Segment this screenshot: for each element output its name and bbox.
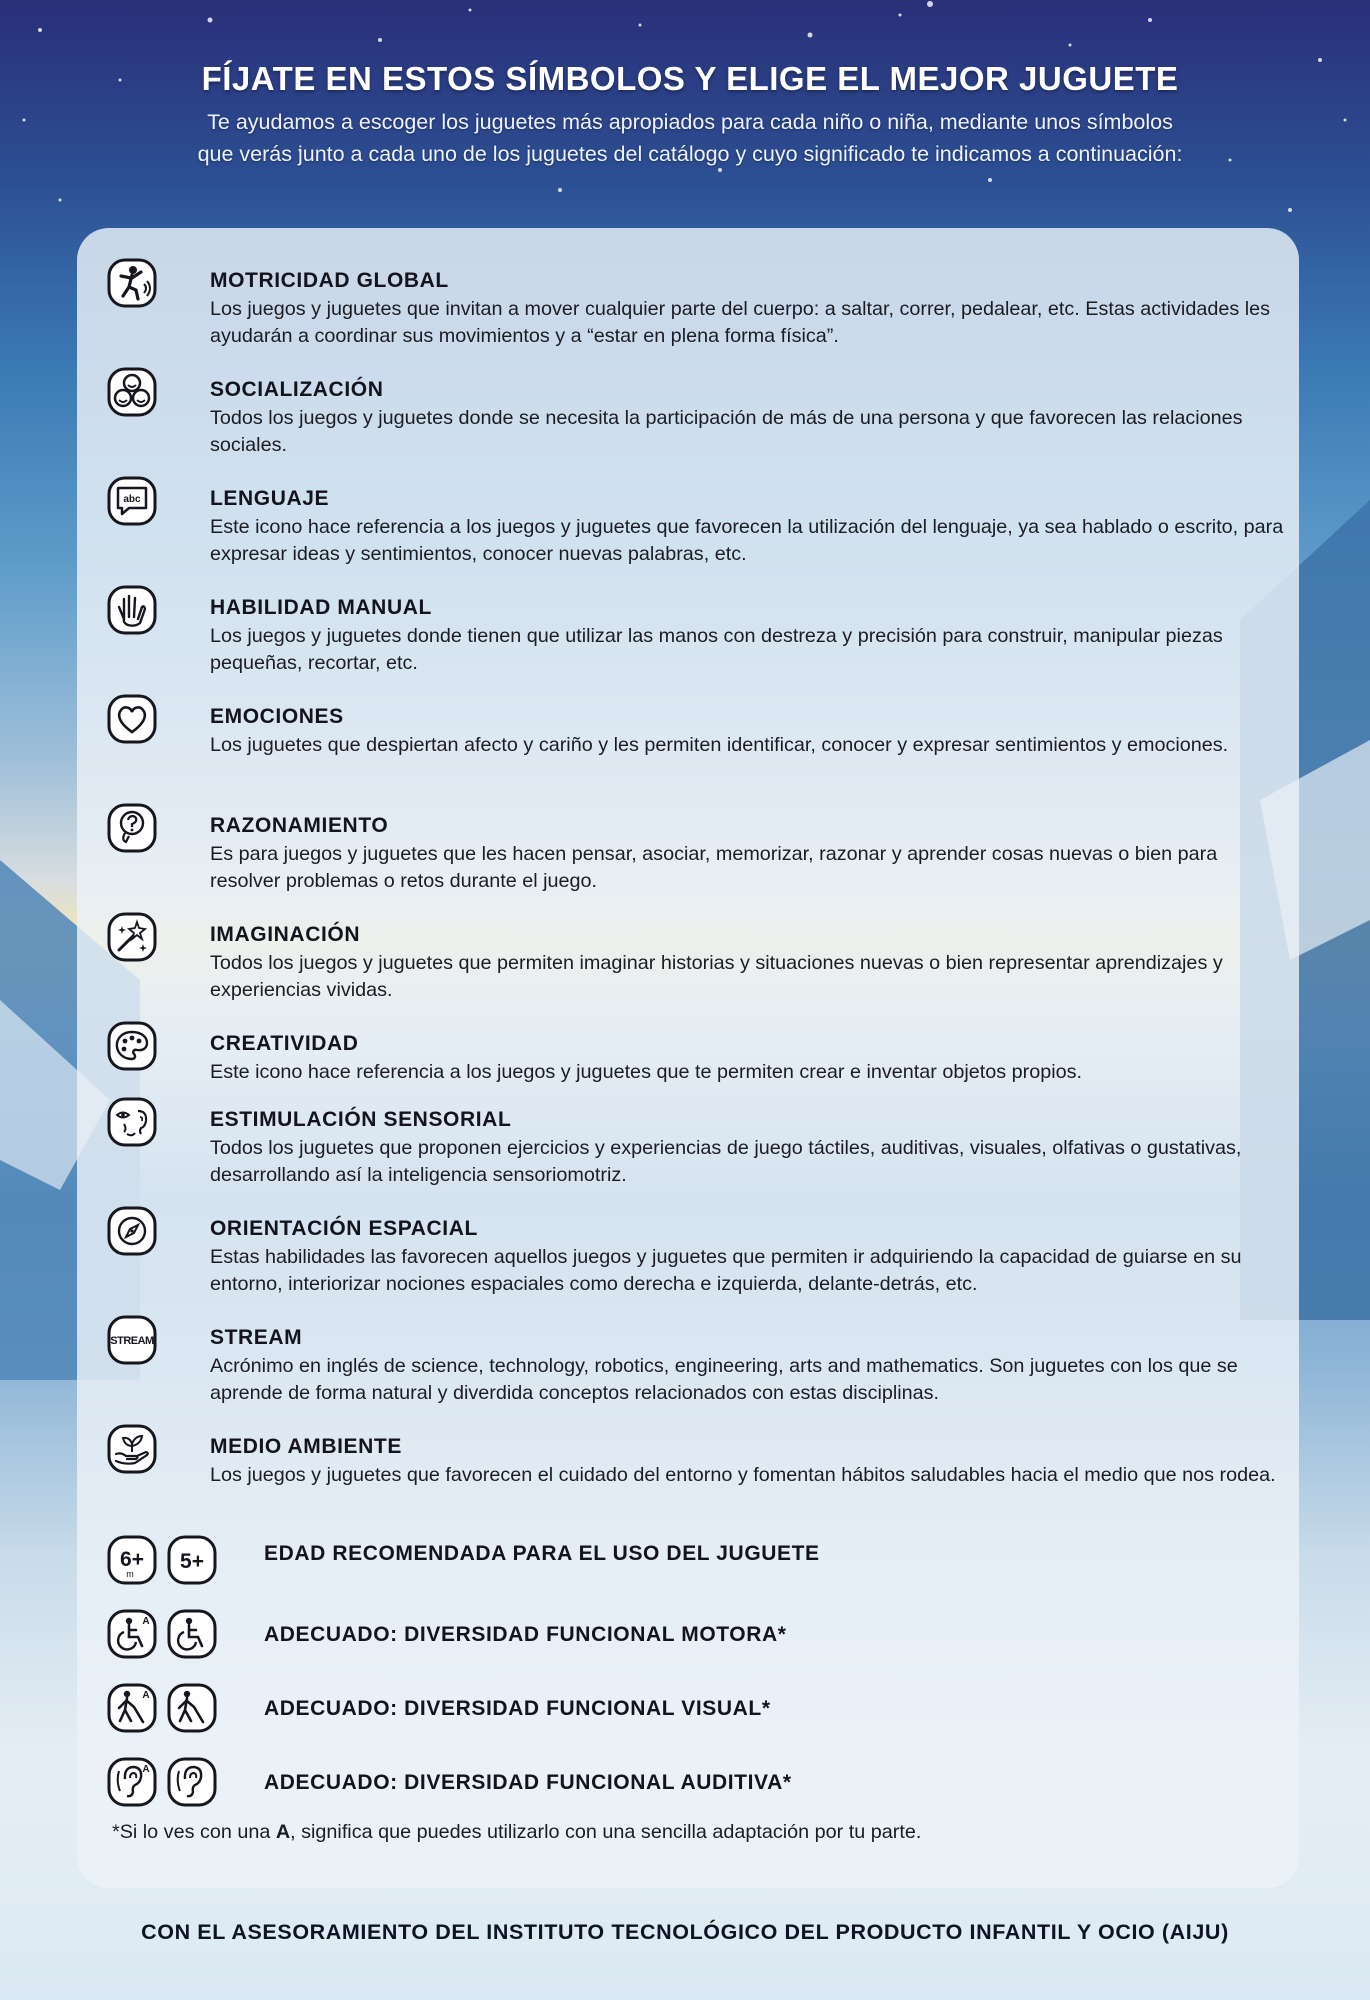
svg-text:6+: 6+ bbox=[120, 1548, 144, 1571]
symbol-description: Los juegos y juguetes que favorecen el cuidado del entorno y fomentan hábitos saludables hacia el medio que nos rodea. bbox=[210, 1464, 1276, 1486]
symbol-title: STREAM bbox=[210, 1326, 303, 1349]
svg-text:STREAM: STREAM bbox=[110, 1335, 154, 1347]
footnote-bold-letter: A bbox=[275, 1821, 291, 1843]
speech-bubble-abc-icon bbox=[107, 476, 157, 526]
age-row bbox=[107, 1535, 1287, 1587]
svg-text:5+: 5+ bbox=[180, 1550, 204, 1573]
age-label: EDAD RECOMENDADA PARA EL USO DEL JUGUETE bbox=[264, 1542, 820, 1565]
intro-line-2: que verás junto a cada uno de los juguetes del catálogo y cuyo significado te indicamos a continuación: bbox=[197, 142, 1183, 166]
blind-person-cane-adapted-icon bbox=[107, 1683, 157, 1733]
hand-icon bbox=[107, 585, 157, 635]
symbol-description: Los juegos y juguetes donde tienen que utilizar las manos con destreza y precisión para construir, manipular piezas pequeñas, recortar, etc. bbox=[210, 625, 1223, 674]
symbol-description: Todos los juguetes que proponen ejercicios y experiencias de juego táctiles, auditivas, visuales, olfativas o gustativas, desarrollando así la inteligencia sensoriomotriz. bbox=[210, 1137, 1242, 1186]
symbol-title: MOTRICIDAD GLOBAL bbox=[210, 269, 449, 292]
wheelchair-adapted-icon bbox=[107, 1609, 157, 1659]
symbol-description: Todos los juegos y juguetes donde se necesita la participación de más de una persona y que favorecen las relaciones sociales. bbox=[210, 407, 1243, 456]
plant-hand-icon bbox=[107, 1424, 157, 1474]
symbol-description: Los juegos y juguetes que invitan a mover cualquier parte del cuerpo: a saltar, correr, pedalear, etc. Estas actividades les ayudarán a coordinar sus movimientos y a “estar en plena forma física”. bbox=[210, 298, 1271, 347]
three-faces-icon bbox=[107, 367, 157, 417]
symbol-description: Estas habilidades las favorecen aquellos juegos y juguetes que permiten ir adquiriendo la capacidad de guiarse en su entorno, interiorizar nociones espaciales como derecha e izquierda, delante-detrás, etc. bbox=[210, 1246, 1242, 1295]
intro-line-1: Te ayudamos a escoger los juguetes más apropiados para cada niño o niña, mediante unos símbolos bbox=[207, 110, 1173, 134]
symbol-title: EMOCIONES bbox=[210, 705, 344, 728]
page-footer: CON EL ASESORAMIENTO DEL INSTITUTO TECNOLÓGICO DEL PRODUCTO INFANTIL Y OCIO (AIJU) bbox=[141, 1920, 1229, 1944]
adaptation-footnote bbox=[112, 1821, 921, 1844]
symbol-description: Este icono hace referencia a los juegos y juguetes que te permiten crear e inventar objetos propios. bbox=[210, 1061, 1082, 1083]
symbol-title: ORIENTACIÓN ESPACIAL bbox=[210, 1217, 478, 1240]
symbols-panel bbox=[77, 228, 1299, 1888]
diversity-label: ADECUADO: DIVERSIDAD FUNCIONAL AUDITIVA* bbox=[264, 1771, 792, 1794]
symbol-description: Este icono hace referencia a los juegos y juguetes que favorecen la utilización del lenguaje, ya sea hablado o escrito, para expresar ideas y sentimientos, conocer nuevas palabras, etc. bbox=[210, 516, 1284, 565]
running-child-icon bbox=[107, 258, 157, 308]
footnote-text-end: , significa que puedes utilizarlo con una sencilla adaptación por tu parte. bbox=[290, 1821, 922, 1843]
stream-icon bbox=[107, 1315, 157, 1365]
diversity-label: ADECUADO: DIVERSIDAD FUNCIONAL MOTORA* bbox=[264, 1623, 787, 1646]
svg-text:A: A bbox=[142, 1764, 150, 1775]
page-intro bbox=[125, 106, 1255, 170]
symbol-title: ESTIMULACIÓN SENSORIAL bbox=[210, 1108, 512, 1131]
footnote-text-start: *Si lo ves con una bbox=[112, 1821, 276, 1843]
magic-wand-stars-icon bbox=[107, 912, 157, 962]
symbol-title: IMAGINACIÓN bbox=[210, 923, 361, 946]
symbol-title: MEDIO AMBIENTE bbox=[210, 1435, 402, 1458]
symbol-title: CREATIVIDAD bbox=[210, 1032, 359, 1055]
symbol-title: RAZONAMIENTO bbox=[210, 814, 389, 837]
age-6-months-badge bbox=[107, 1535, 157, 1585]
symbol-description: Es para juegos y juguetes que les hacen pensar, asociar, memorizar, razonar y aprender cosas nuevas o bien para resolver problemas o retos durante el juego. bbox=[210, 843, 1218, 892]
svg-text:m: m bbox=[126, 1569, 134, 1579]
symbol-title: LENGUAJE bbox=[210, 487, 330, 510]
compass-icon bbox=[107, 1206, 157, 1256]
symbol-description: Todos los juegos y juguetes que permiten imaginar historias y situaciones nuevas o bien representar aprendizajes y experiencias vividas. bbox=[210, 952, 1223, 1001]
diversity-row-visual bbox=[107, 1683, 1287, 1735]
page-header bbox=[125, 60, 1255, 170]
senses-face-icon bbox=[107, 1097, 157, 1147]
diversity-label: ADECUADO: DIVERSIDAD FUNCIONAL VISUAL* bbox=[264, 1697, 771, 1720]
wheelchair-icon bbox=[167, 1609, 217, 1659]
svg-text:A: A bbox=[142, 1616, 150, 1627]
page-title: FÍJATE EN ESTOS SÍMBOLOS Y ELIGE EL MEJOR JUGUETE bbox=[201, 60, 1179, 97]
question-head-icon bbox=[107, 803, 157, 853]
diversity-row-auditiva bbox=[107, 1757, 1287, 1809]
svg-text:A: A bbox=[142, 1690, 150, 1701]
paint-palette-icon bbox=[107, 1021, 157, 1071]
ear-adapted-icon bbox=[107, 1757, 157, 1807]
heart-icon bbox=[107, 694, 157, 744]
symbol-title: HABILIDAD MANUAL bbox=[210, 596, 432, 619]
symbol-description: Acrónimo en inglés de science, technology, robotics, engineering, arts and mathematics. Son juguetes con los que se aprende de forma natural y diverdida conceptos relacionados con estas disciplinas. bbox=[210, 1355, 1238, 1404]
ear-icon bbox=[167, 1757, 217, 1807]
svg-text:abc: abc bbox=[123, 494, 141, 505]
symbol-title: SOCIALIZACIÓN bbox=[210, 378, 384, 401]
symbol-description: Los juguetes que despiertan afecto y cariño y les permiten identificar, conocer y expresar sentimientos y emociones. bbox=[210, 734, 1229, 756]
diversity-row-motora bbox=[107, 1609, 1287, 1661]
age-5-years-badge bbox=[167, 1535, 217, 1585]
blind-person-cane-icon bbox=[167, 1683, 217, 1733]
